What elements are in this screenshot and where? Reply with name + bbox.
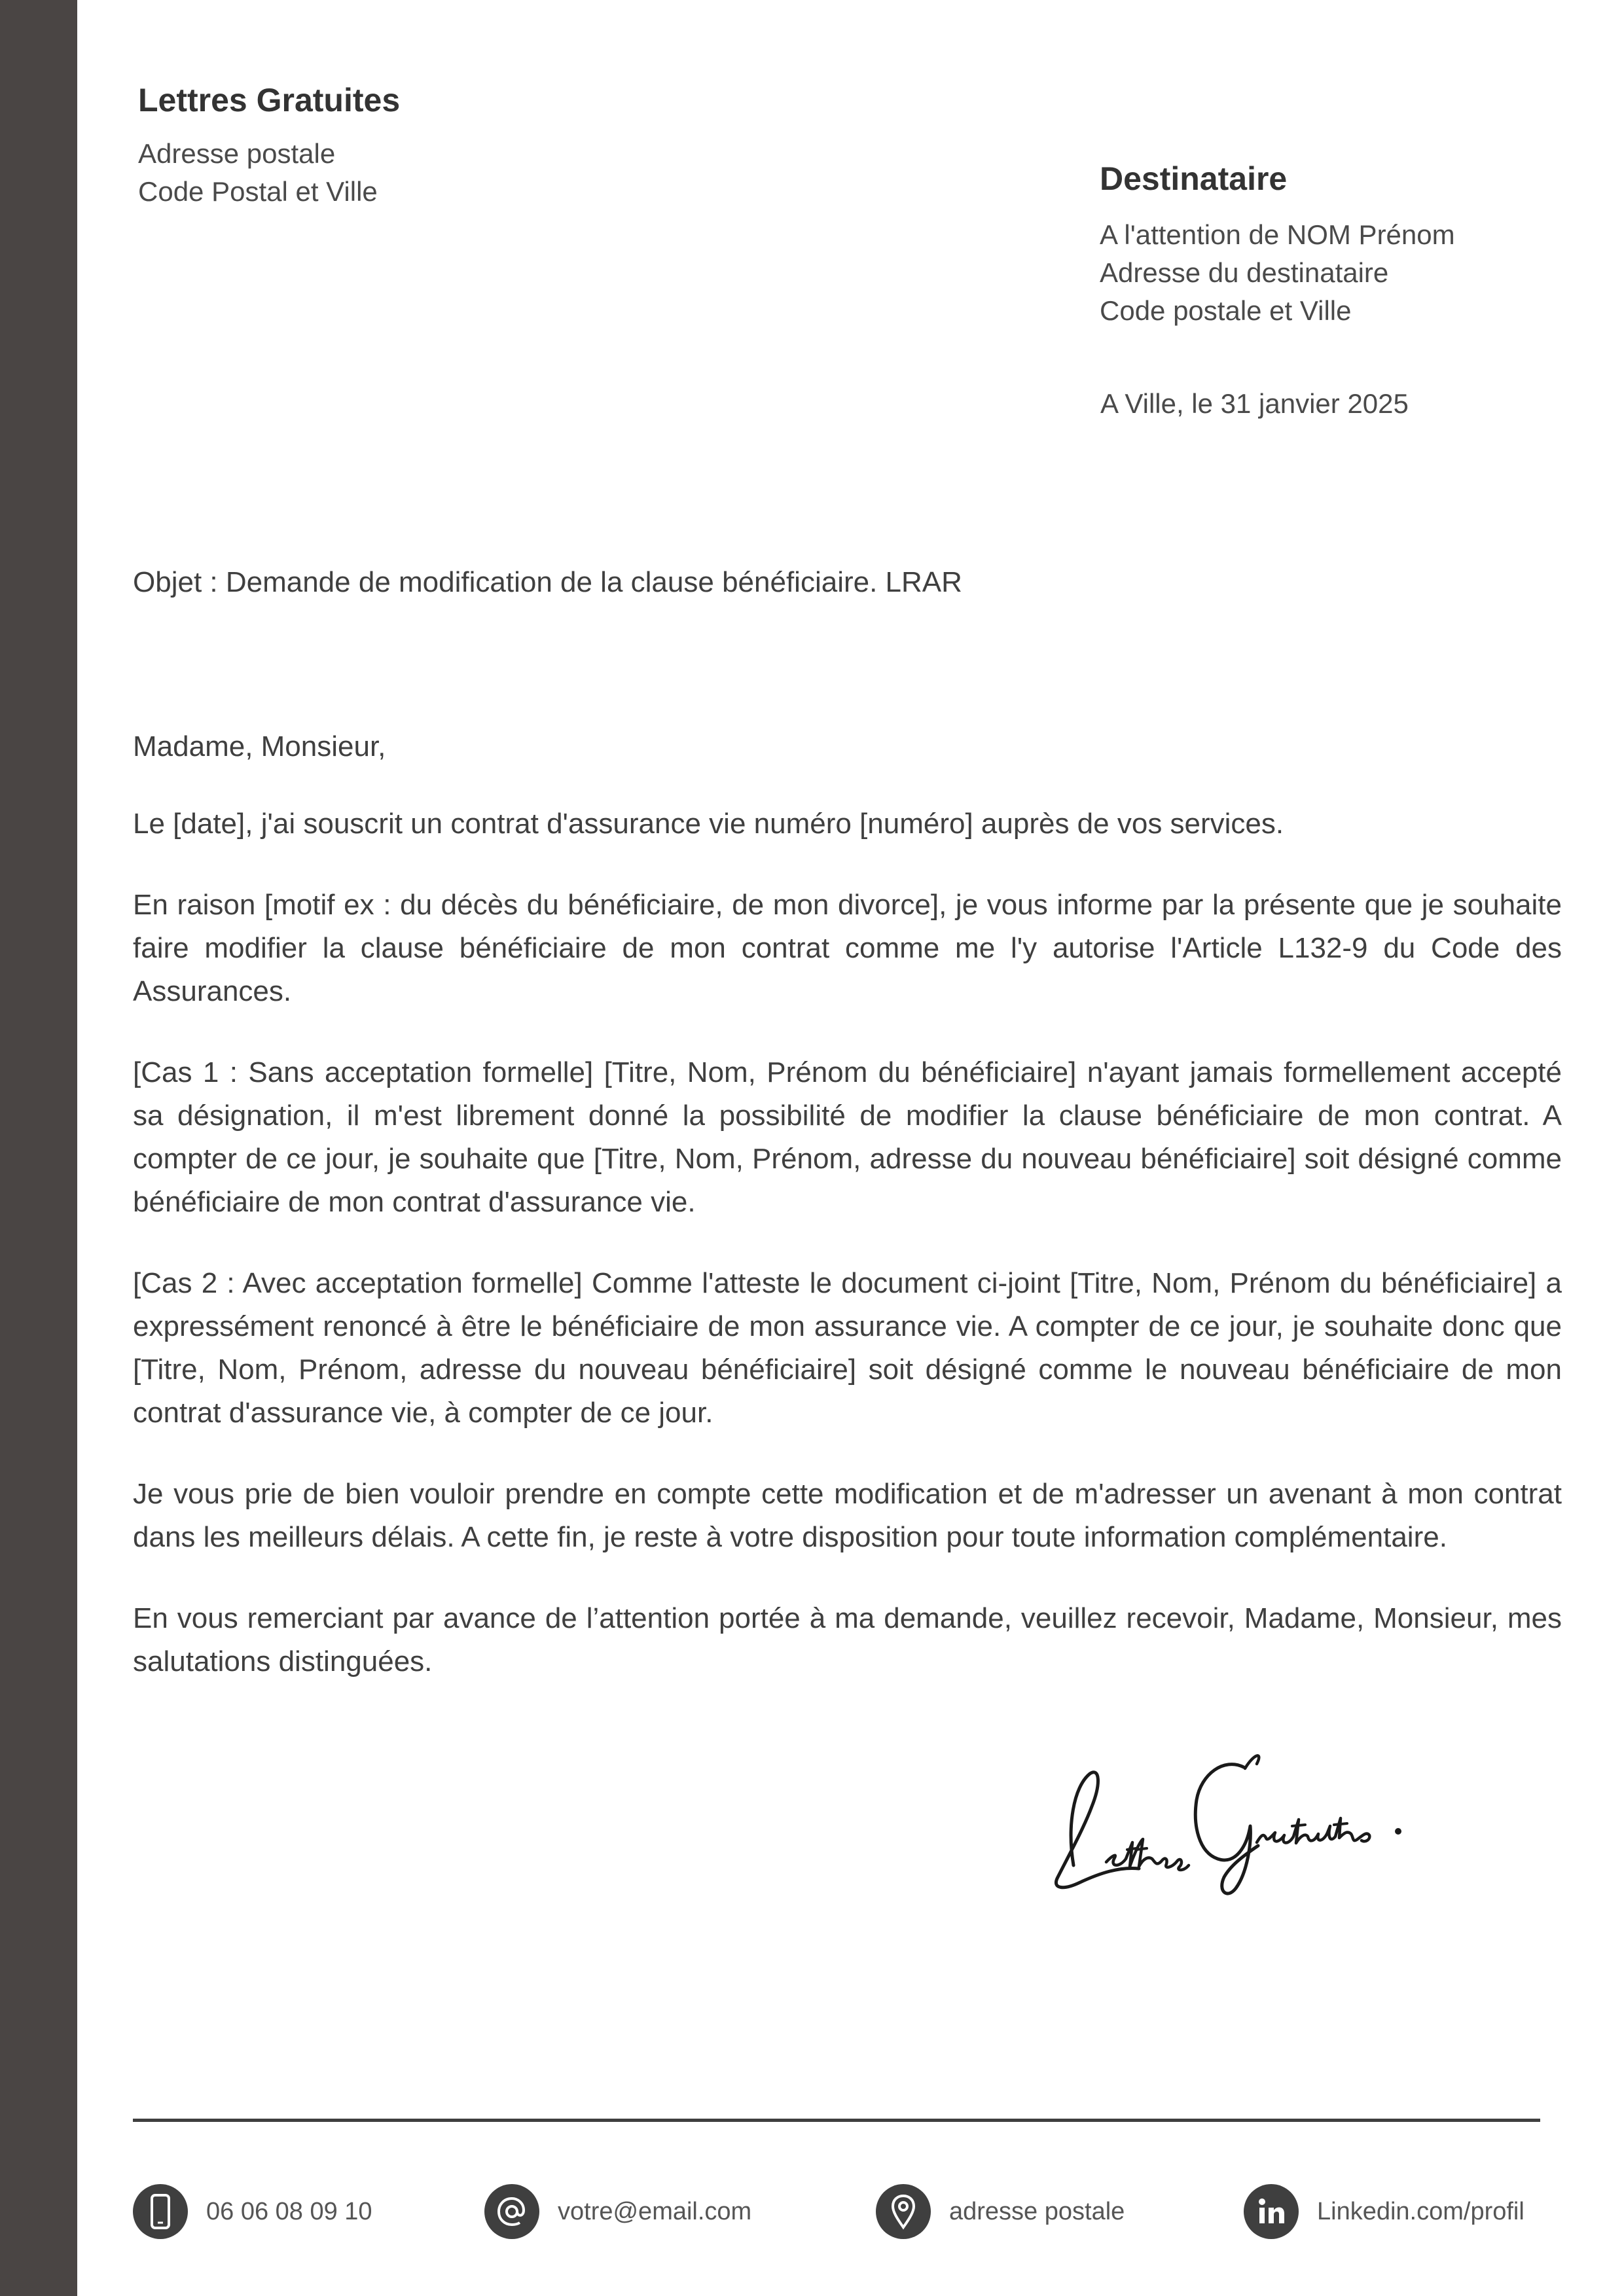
body-paragraph-1: Le [date], j'ai souscrit un contrat d'assurance vie numéro [numéro] auprès de vos services. [133,808,1284,840]
phone-number: 06 06 08 09 10 [206,2197,372,2225]
recipient-line-2: Adresse du destinataire [1100,257,1389,288]
left-sidebar-band [0,0,77,2296]
body-paragraph-4: [Cas 2 : Avec acceptation formelle] Comme l'atteste le document ci-joint [Titre, Nom, Prénom du bénéficiaire] a expressément renoncé à être le bénéficiaire de mon assurance vie. A compter de ce jour, je souhaite donc que [Titre, Nom, Prénom, adresse du nouveau bénéficiaire] soit désigné comme le nouveau bénéficiaire de mon contrat d'assurance vie, à compter de ce jour. [133,1267,1562,1429]
recipient-title: Destinataire [1100,160,1288,197]
location-pin-icon [876,2184,931,2239]
email-address: votre@email.com [558,2197,752,2225]
contact-linkedin [1244,2184,1525,2239]
sender-block [138,77,400,211]
body-paragraph-3: [Cas 1 : Sans acceptation formelle] [Titre, Nom, Prénom du bénéficiaire] n'ayant jamais formellement accepté sa désignation, il m'est librement donné la possibilité de modifier la clause bénéficiaire de mon contrat. A compter de ce jour, je souhaite que [Titre, Nom, Prénom, adresse du nouveau bénéficiaire] soit désigné comme bénéficiaire de mon contrat d'assurance vie. [133,1056,1562,1218]
contact-address [876,2184,1125,2239]
recipient-line-1: A l'attention de NOM Prénom [1100,219,1455,250]
handwritten-signature [1028,1728,1434,1898]
date-line: A Ville, le 31 janvier 2025 [1100,388,1409,419]
salutation: Madame, Monsieur, [133,730,386,762]
letter-body [133,725,1562,1721]
linkedin-icon [1244,2184,1299,2239]
sender-name: Lettres Gratuites [138,82,401,118]
body-paragraph-5: Je vous prie de bien vouloir prendre en compte cette modification et de m'adresser un avenant à mon contrat dans les meilleurs délais. A cette fin, je reste à votre disposition pour toute information complémentaire. [133,1478,1562,1553]
phone-icon [133,2184,188,2239]
linkedin-url: Linkedin.com/profil [1317,2197,1525,2225]
postal-address: adresse postale [949,2197,1125,2225]
at-sign-icon [484,2184,539,2239]
body-paragraph-2: En raison [motif ex : du décès du bénéficiaire, de mon divorce], je vous informe par la présente que je souhaite faire modifier la clause bénéficiaire de mon contrat comme me l'y autorise l'Article L132-9 du Code des Assurances. [133,889,1562,1007]
contact-phone [133,2184,372,2239]
contact-email [484,2184,751,2239]
sender-address-line-1: Adresse postale [138,138,336,169]
recipient-line-3: Code postale et Ville [1100,295,1352,326]
closing-paragraph: En vous remerciant par avance de l’attention portée à ma demande, veuillez recevoir, Madame, Monsieur, mes salutations distinguées. [133,1602,1562,1677]
recipient-block [1100,156,1455,330]
sender-address-line-2: Code Postal et Ville [138,176,378,207]
footer-divider [133,2119,1540,2122]
letter-subject: Objet : Demande de modification de la clause bénéficiaire. LRAR [133,566,962,598]
